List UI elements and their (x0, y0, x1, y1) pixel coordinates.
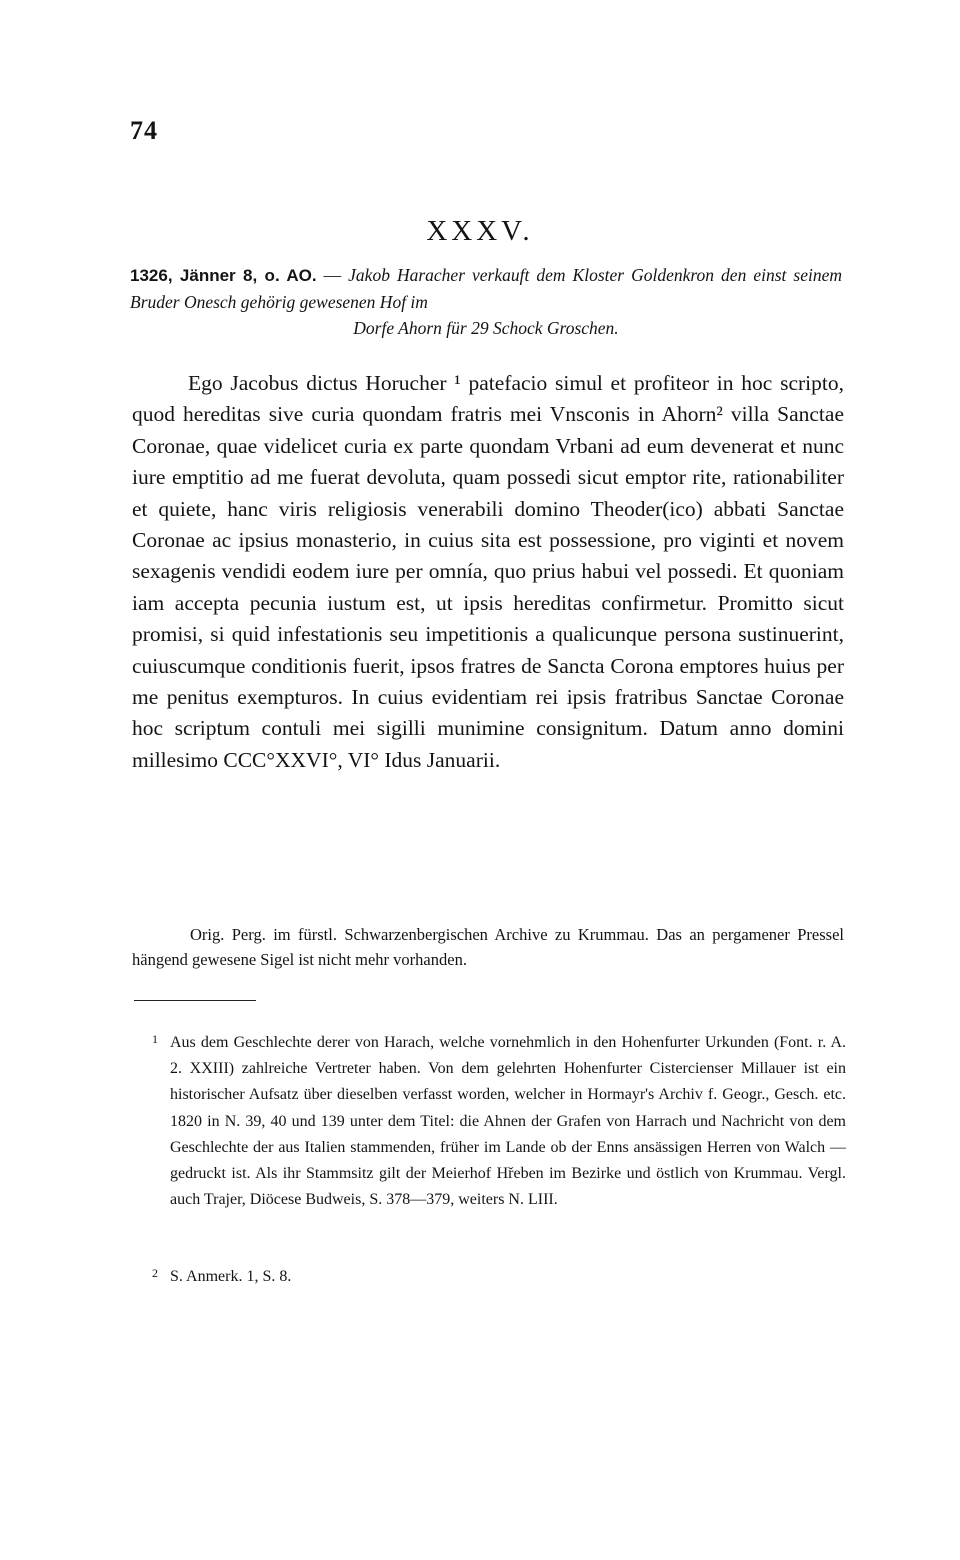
archive-note (132, 922, 844, 972)
page-number: 74 (130, 116, 158, 145)
regest-summary-last-line: Dorfe Ahorn für 29 Schock Groschen. (353, 318, 619, 338)
footnote-1-text: Aus dem Geschlechte derer von Harach, welche vornehmlich in den Hohenfurter Urkunden (Font. r. A. 2. XXIII) zahlreiche Vertreter haben. Von dem gelehrten Hohenfurter Cistercienser Millauer ist ein historischer Aufsatz über dieselben verfasst worden, welcher in Hormayr's Archiv f. Geogr., Gesch. etc. 1820 in N. 39, 40 und 139 unter dem Titel: die Ahnen der Grafen von Harrach und Nachricht von dem Geschlechte der aus Italien stammenden, früher im Lande ob der Enns ansässigen Herren von Walch — gedruckt ist. Als ihr Stammsitz gilt der Meierhof Hřeben im Bezirke und östlich von Krummau. Vergl. auch Trajer, Diöcese Budweis, S. 378—379, weiters N. LIII. (170, 1034, 846, 1209)
regest-date: 1326, Jänner 8, o. AO. (130, 266, 317, 285)
footnote-1-marker: 1 (152, 1032, 158, 1046)
footnote-2-text: S. Anmerk. 1, S. 8. (170, 1268, 292, 1285)
footnote-2-marker: 2 (152, 1266, 158, 1280)
charter-text-content: Ego Jacobus dictus Horucher ¹ patefacio simul et profiteor in hoc scripto, quod hereditas sive curia quondam fratris mei Vnsconis in Ahorn² villa Sanctae Coronae, quae videlicet curia ex parte quondam Vrbani ad eum devenerat et nunc iure emptitio ad me fuerat devoluta, quam possedi sicut emptor rite, rationabiliter et quiete, hanc viris religiosis venerabili domino Theoder(ico) abbati Sanctae Coronae ac ipsius monasterio, in cuius sita est possessione, pro viginti et novem sexagenis vendidi eodem iure per omnía, quo prius habui vel possedi. Et quoniam iam accepta pecunia iustum est, ut ipsis hereditas confirmetur. Promitto sicut promisi, si quid infestationis seu impetitionis a qualicunque persona sustinuerint, cuiuscumque conditionis fuerit, ipsos fratres de Sancta Corona emptores huius per me penitus exempturos. In cuius evidentiam rei ipsis fratribus Sanctae Coronae hoc scriptum contuli mei sigilli munimine consignitum. Datum anno domini millesimo CCC°XXVI°, VI° Idus Januarii. (132, 371, 844, 772)
footnote-divider (134, 1000, 256, 1001)
archive-note-text: Orig. Perg. im fürstl. Schwarzenbergischen Archive zu Krummau. Das an pergamener Pressel hängend gewesene Sigel ist nicht mehr vorhanden. (132, 925, 844, 969)
footnote-2 (152, 1264, 846, 1290)
document-number: XXXV. (426, 215, 534, 247)
regest (130, 262, 842, 341)
regest-summary: Jakob Haracher verkauft dem Kloster Goldenkron den einst seinem Bruder Onesch gehörig gewesenen Hof im (130, 265, 842, 312)
charter-text (132, 368, 844, 776)
footnote-1 (152, 1030, 846, 1213)
regest-dash: — (316, 265, 349, 285)
